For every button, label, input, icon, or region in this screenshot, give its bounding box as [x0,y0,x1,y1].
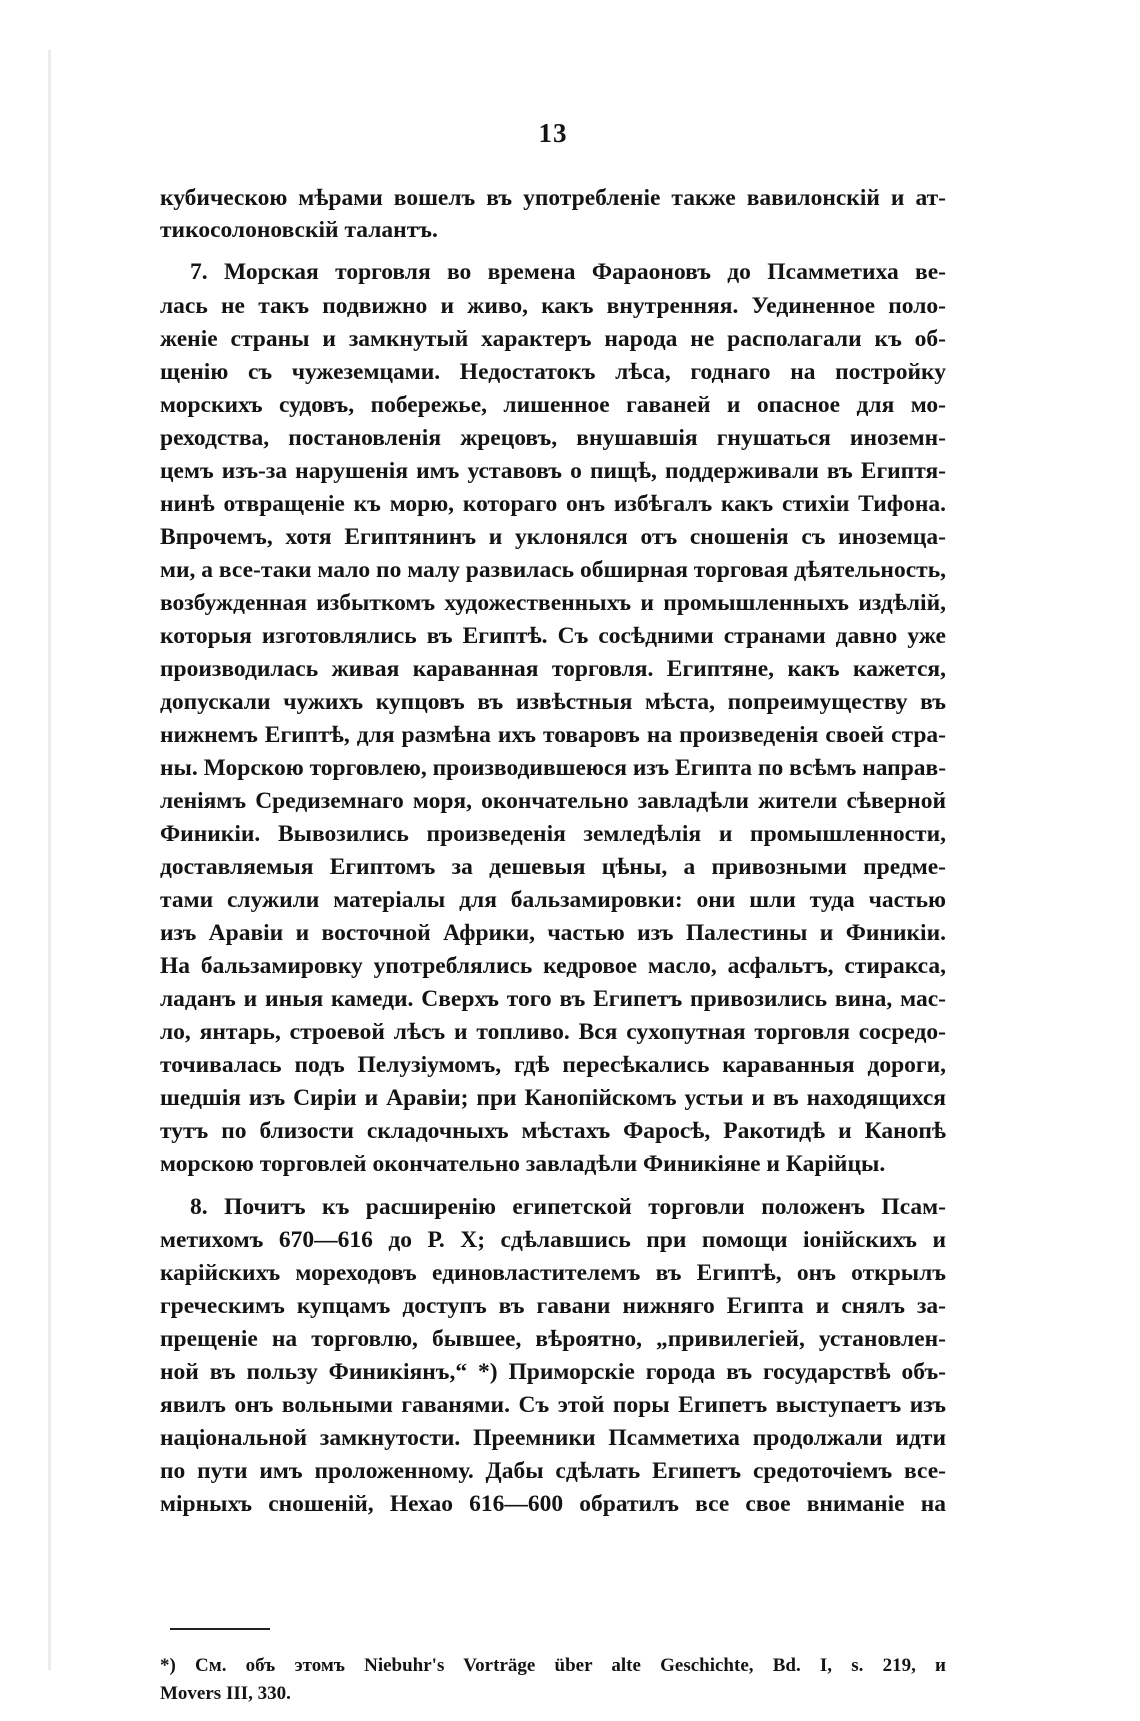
body-line: ной въ пользу Финикіянъ,“ *) Приморскіе города въ государствѣ объ- [160,1359,946,1385]
body-line: возбужденная избыткомъ художественныхъ и промышленныхъ издѣлій, [160,590,946,616]
body-line: которыя изготовлялись въ Египтѣ. Съ сосѣдними странами давно уже [160,623,946,649]
body-line: греческимъ купцамъ доступъ въ гавани нижняго Египта и снялъ за- [160,1293,946,1319]
body-line: тикосолоновскій талантъ. [160,217,438,243]
body-line: леніямъ Средиземнаго моря, окончательно завладѣли жители сѣверной [160,788,946,814]
body-line: женіе страны и замкнутый характеръ народа не располагали къ об- [160,326,946,352]
body-line: морскою торговлей окончательно завладѣли Финикіяне и Карійцы. [160,1151,886,1177]
body-line: національной замкнутости. Преемники Псамметиха продолжали идти [160,1425,946,1451]
body-line: изъ Аравіи и восточной Африки, частью изъ Палестины и Финикіи. [160,920,946,946]
page-number: 13 [538,118,568,148]
body-line: ладанъ и иныя камеди. Сверхъ того въ Египетъ привозились вина, мас- [160,986,946,1012]
body-line: мірныхъ сношеній, Нехао 616—600 обратилъ все свое вниманіе на [160,1491,946,1517]
body-line: шедшія изъ Сиріи и Аравіи; при Канопійскомъ устьи и въ находящихся [160,1085,946,1111]
body-line: Финикіи. Вывозились произведенія земледѣлія и промышленности, [160,821,946,847]
scan-gutter-shadow [48,50,51,1670]
paragraph-8-first-line: 8. Почитъ къ расширенію египетской торговли положенъ Псам- [190,1194,946,1220]
body-line: морскихъ судовъ, побережье, лишенное гаваней и опасное для мо- [160,392,946,418]
body-line: Впрочемъ, хотя Египтянинъ и уклонялся отъ сношенія съ иноземца- [160,524,946,550]
body-line: ло, янтарь, строевой лѣсъ и топливо. Вся сухопутная торговля сосредо- [160,1019,946,1045]
body-line: На бальзамировку употреблялись кедровое масло, асфальтъ, стиракса, [160,953,946,979]
body-line: прещеніе на торговлю, бывшее, вѣроятно, „привилегіей, установлен- [160,1326,946,1352]
body-line: ны. Морскою торговлею, производившеюся изъ Египта по всѣмъ направ- [160,755,946,781]
body-line: кубическою мѣрами вошелъ въ употребленіе также вавилонскій и ат- [160,185,946,211]
body-line: реходства, постановленія жрецовъ, внушавшія гнушаться иноземн- [160,425,946,451]
body-line: карійскихъ мореходовъ единовластителемъ въ Египтѣ, онъ открылъ [160,1260,946,1286]
footnote-divider [170,1628,270,1630]
body-line: точивалась подъ Пелузіумомъ, гдѣ пересѣкались караванныя дороги, [160,1052,946,1078]
body-line: допускали чужихъ купцовъ въ извѣстныя мѣста, попреимуществу въ [160,689,946,715]
body-line: цемъ изъ-за нарушенія имъ уставовъ о пищѣ, поддерживали въ Египтя- [160,458,946,484]
body-line: явилъ онъ вольными гаванями. Съ этой поры Египетъ выступаетъ изъ [160,1392,946,1418]
body-line: нинѣ отвращеніе къ морю, котораго онъ избѣгалъ какъ стихіи Тифона. [160,491,946,517]
footnote-line: *) См. объ этомъ Niebuhr's Vorträge über alte Geschichte, Bd. I, s. 219, и [160,1655,946,1676]
body-line: по пути имъ проложенному. Дабы сдѣлать Египетъ средоточіемъ все- [160,1458,946,1484]
body-line: тами служили матеріалы для бальзамировки: они шли туда частью [160,887,946,913]
body-line: тутъ по близости складочныхъ мѣстахъ Фаросѣ, Ракотидѣ и Канопѣ [160,1118,946,1144]
body-line: лась не такъ подвижно и живо, какъ внутренняя. Уединенное поло- [160,293,946,319]
body-line: щенію съ чужеземцами. Недостатокъ лѣса, годнаго на постройку [160,359,946,385]
body-line: нижнемъ Египтѣ, для размѣна ихъ товаровъ на произведенія своей стра- [160,722,946,748]
body-line: доставляемыя Египтомъ за дешевыя цѣны, а привозными предме- [160,854,946,880]
paragraph-7-first-line: 7. Морская торговля во времена Фараоновъ до Псамметиха ве- [190,259,946,285]
footnote-line: Movers III, 330. [160,1683,291,1704]
body-line: метихомъ 670—616 до Р. Х; сдѣлавшись при помощи іонійскихъ и [160,1227,946,1253]
body-line: ми, а все-таки мало по малу развилась обширная торговая дѣятельность, [160,557,946,583]
body-line: производилась живая караванная торговля. Египтяне, какъ кажется, [160,656,946,682]
